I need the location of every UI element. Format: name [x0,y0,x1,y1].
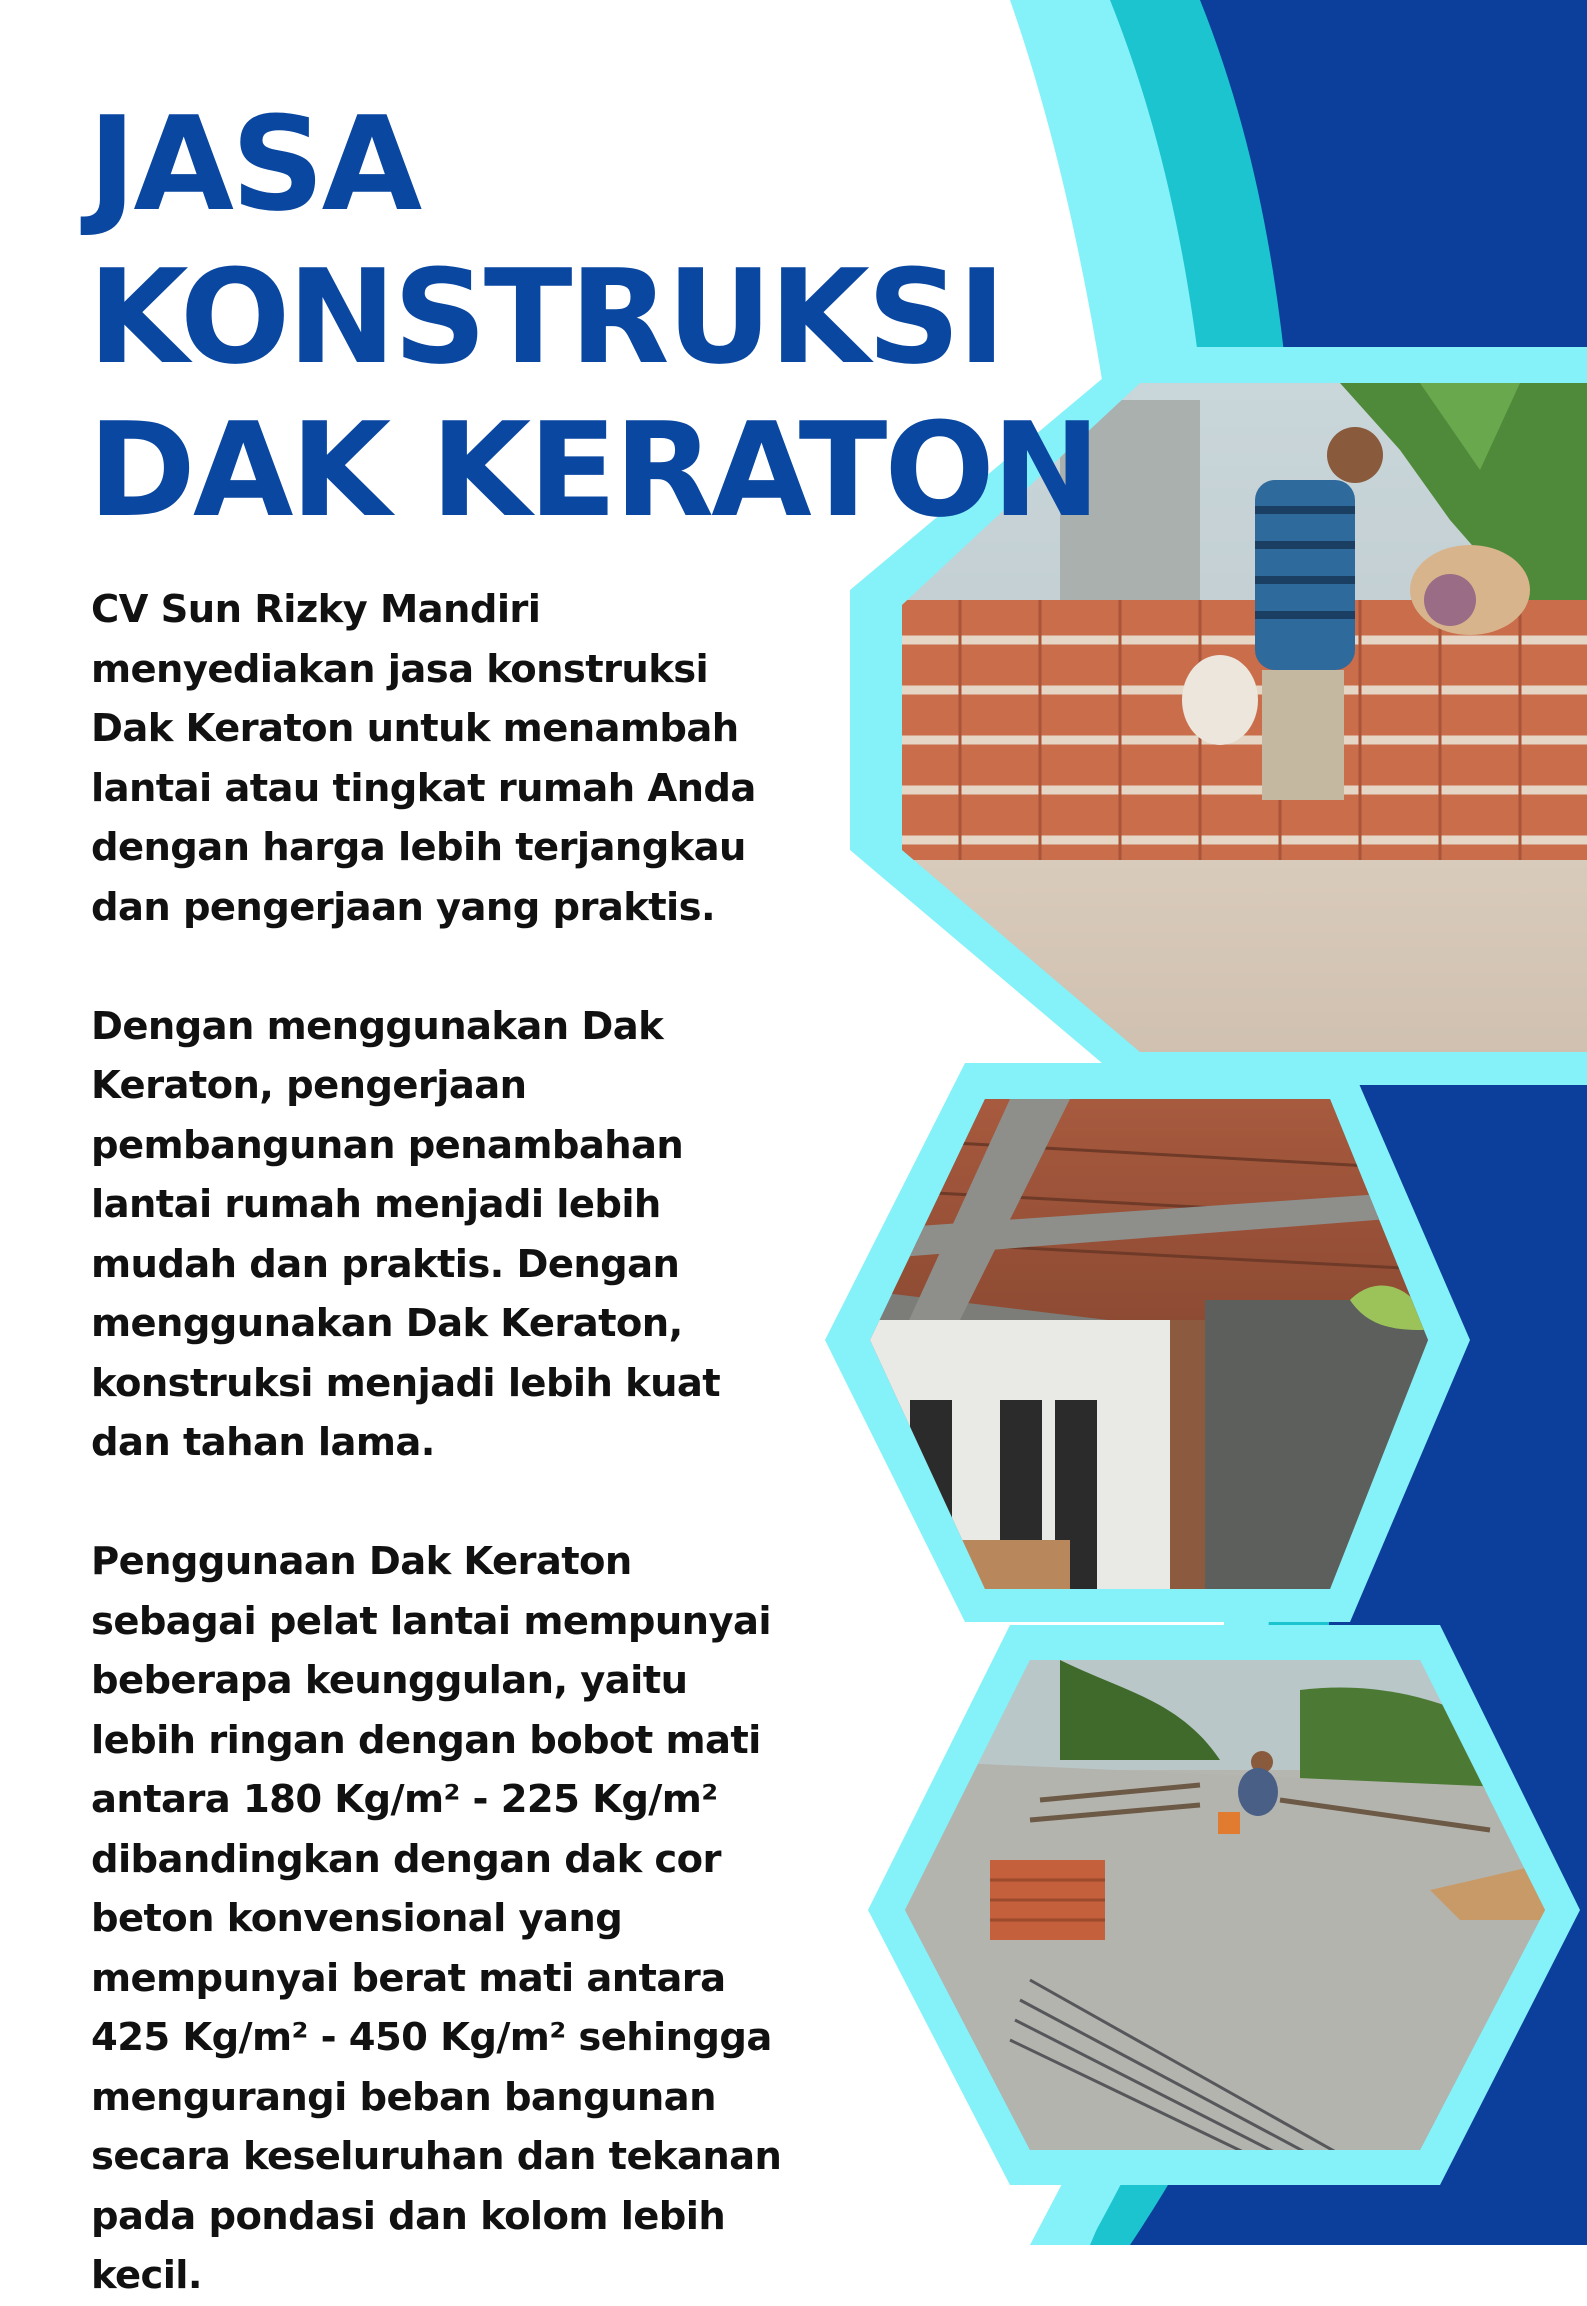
title-line-2: KONSTRUKSI [88,241,1003,393]
title-line-3: DAK KERATON [88,394,1098,546]
paragraph-benefits: Dengan menggunakan Dak Keraton, pengerjaan pembangunan penambahan lantai rumah menjadi lebih mudah dan praktis. Dengan menggunakan Dak Keraton, konstruksi menjadi lebih kuat dan tahan lama. [91,1003,721,1465]
title-line-1: JASA [88,88,420,240]
poster-title [88,88,1098,547]
paragraph-intro: CV Sun Rizky Mandiri menyediakan jasa konstruksi Dak Keraton untuk menambah lantai atau tingkat rumah Anda dengan harga lebih terjangkau dan pengerjaan yang praktis. [91,587,756,930]
body-text [91,580,791,2306]
paragraph-advantages: Penggunaan Dak Keraton sebagai pelat lantai mempunyai beberapa keunggulan, yaitu lebih ringan dengan bobot mati antara 180 Kg/m² - 225 Kg/m² dibandingkan dengan dak cor beton konvensional yang mempunyai berat mati antara 425 Kg/m² - 450 Kg/m² sehingga mengurangi beban bangunan secara keseluruhan dan tekanan pada pondasi dan kolom lebih kecil. [91,1539,782,2298]
